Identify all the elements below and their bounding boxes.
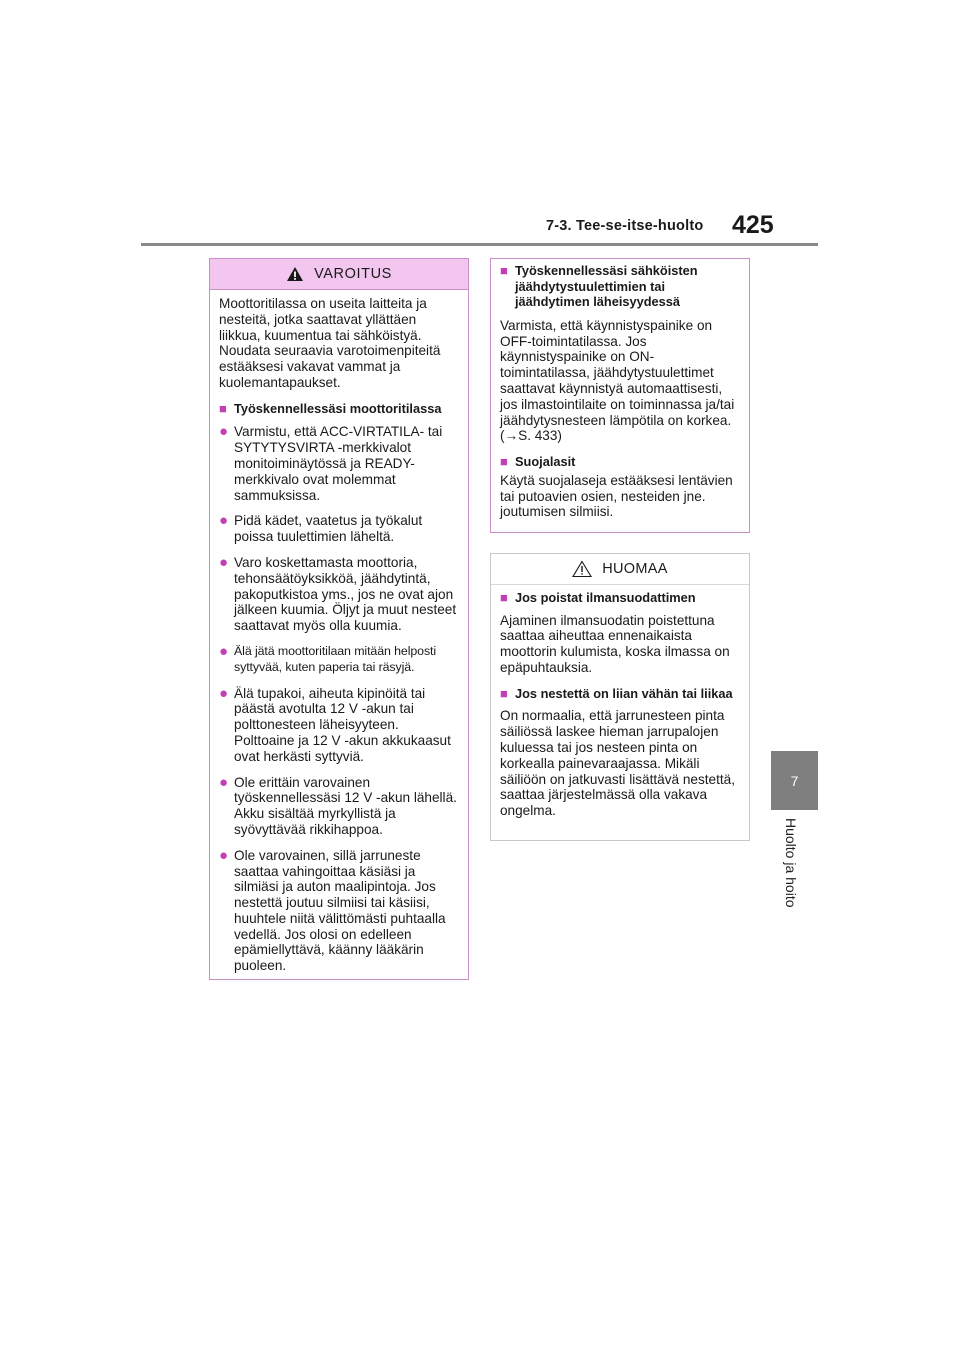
bullet-dot-icon: ● [219, 773, 229, 791]
bullet-dot-icon: ● [219, 642, 229, 660]
bullet-dot-icon: ● [219, 846, 229, 864]
warning-title: VAROITUS [314, 266, 392, 282]
section-text: Käytä suojalaseja estääksesi lentävien tai putoavien osien, nesteiden jne. joutumisen silmiisi. [500, 472, 733, 520]
warning-icon [286, 266, 304, 282]
section-heading: ■ Jos nestettä on liian vähän tai liikaa [500, 685, 733, 701]
chapter-tab[interactable] [771, 751, 818, 810]
bullet-dot-icon: ● [219, 684, 229, 702]
section-text: Varmista, että käynnistyspainike on OFF-toimintatilassa. Jos käynnistyspainike on ON-toimintatilassa, jäähdytystuulettimet saattavat käynnistyä automaattisesti, jos ilmastointilaite on toiminnassa ja/tai jäähdytysnesteen lämpötila on korkea. (→S. 433) [500, 317, 735, 444]
bullet-dot-icon: ● [219, 553, 229, 571]
square-bullet-icon: ■ [500, 590, 508, 605]
section-text: Ajaminen ilmansuodatin poistettuna saattaa aiheuttaa ennenaikaista moottorin kulumista, koska ilmassa on epäpuhtauksia. [500, 612, 730, 675]
chapter-label: Huolto ja hoito [783, 818, 799, 908]
header-divider [141, 243, 818, 246]
warning-header [210, 259, 468, 290]
list-item: ● Varo koskettamasta moottoria, tehonsäätöyksikköä, jäähdytintä, pakoputkistoa yms., jos ne ovat ajon jälkeen kuumia. Öljyt ja muut nesteet saattavat myös olla kuumia. [219, 553, 457, 634]
square-bullet-icon: ■ [500, 454, 508, 470]
section-heading: ■ Työskennellessäsi sähköisten jäähdytystuulettimien tai jäähdytimen läheisyydessä [500, 263, 698, 310]
notice-header [491, 554, 749, 585]
warning-intro: Moottoritilassa on useita laitteita ja nesteitä, jotka saattavat yllättäen liikkua, kuumentua tai sähköistyä. Noudata seuraavia varotoimenpiteitä estääksesi vakavat vammat ja kuolemantapaukset. [219, 296, 441, 390]
section-heading: ■ Suojalasit [500, 454, 576, 470]
list-item: ● Pidä kädet, vaatetus ja työkalut poissa tuulettimien läheltä. [219, 512, 423, 545]
section-text: On normaalia, että jarrunesteen pinta säiliössä laskee hieman jarrupalojen kuluessa tai jos nesteen pinta on korkealla painevaraajassa. Mikäli säiliöön on jatkuvasti lisättävä nestettä, saattaa järjestelmässä olla vakava ongelma. [500, 708, 736, 819]
square-bullet-icon: ■ [219, 400, 227, 416]
page-number: 425 [732, 211, 774, 239]
section-title: 7-3. Tee-se-itse-huolto [546, 218, 704, 234]
caution-icon [572, 560, 592, 578]
list-item: ● Ole varovainen, sillä jarruneste saattaa vahingoittaa käsiäsi ja silmiäsi ja auton maalipintoja. Jos nestettä joutuu silmiisi tai käsiisi, huuhtele niitä välittömästi puhtaalla vedellä. Jos olosi on edelleen epämiellyttävä, käänny lääkärin puoleen. [219, 846, 446, 974]
warning-box [209, 258, 469, 980]
square-bullet-icon: ■ [500, 263, 508, 278]
notice-title: HUOMAA [602, 561, 668, 577]
notice-box [490, 553, 750, 841]
list-item: ● Varmistu, että ACC-VIRTATILA- tai SYTYTYSVIRTA -merkkivalot monitoiminäytössä ja READY-merkkivalo ovat molemmat sammuksissa. [219, 423, 443, 503]
square-bullet-icon: ■ [500, 685, 508, 701]
bullet-dot-icon: ● [219, 512, 229, 530]
chapter-number: 7 [790, 772, 799, 789]
bullet-dot-icon: ● [219, 423, 229, 441]
section-heading: ■ Työskennellessäsi moottoritilassa [219, 400, 442, 416]
list-item: ● Ole erittäin varovainen työskennellessäsi 12 V -akun lähellä. Akku sisältää myrkyllistä ja syövyttävää rikkihappoa. [219, 773, 457, 837]
list-item: ● Älä tupakoi, aiheuta kipinöitä tai päästä avotulta 12 V -akun tai polttonesteen läheisyyteen. Polttoaine ja 12 V -akun akkukaasut ovat herkästi syttyviä. [219, 684, 451, 764]
warning-continued-box [490, 258, 750, 533]
section-heading: ■ Jos poistat ilmansuodattimen [500, 590, 696, 605]
list-item: ● Älä jätä moottoritilaan mitään helposti syttyvää, kuten paperia tai räsyjä. [219, 642, 437, 674]
